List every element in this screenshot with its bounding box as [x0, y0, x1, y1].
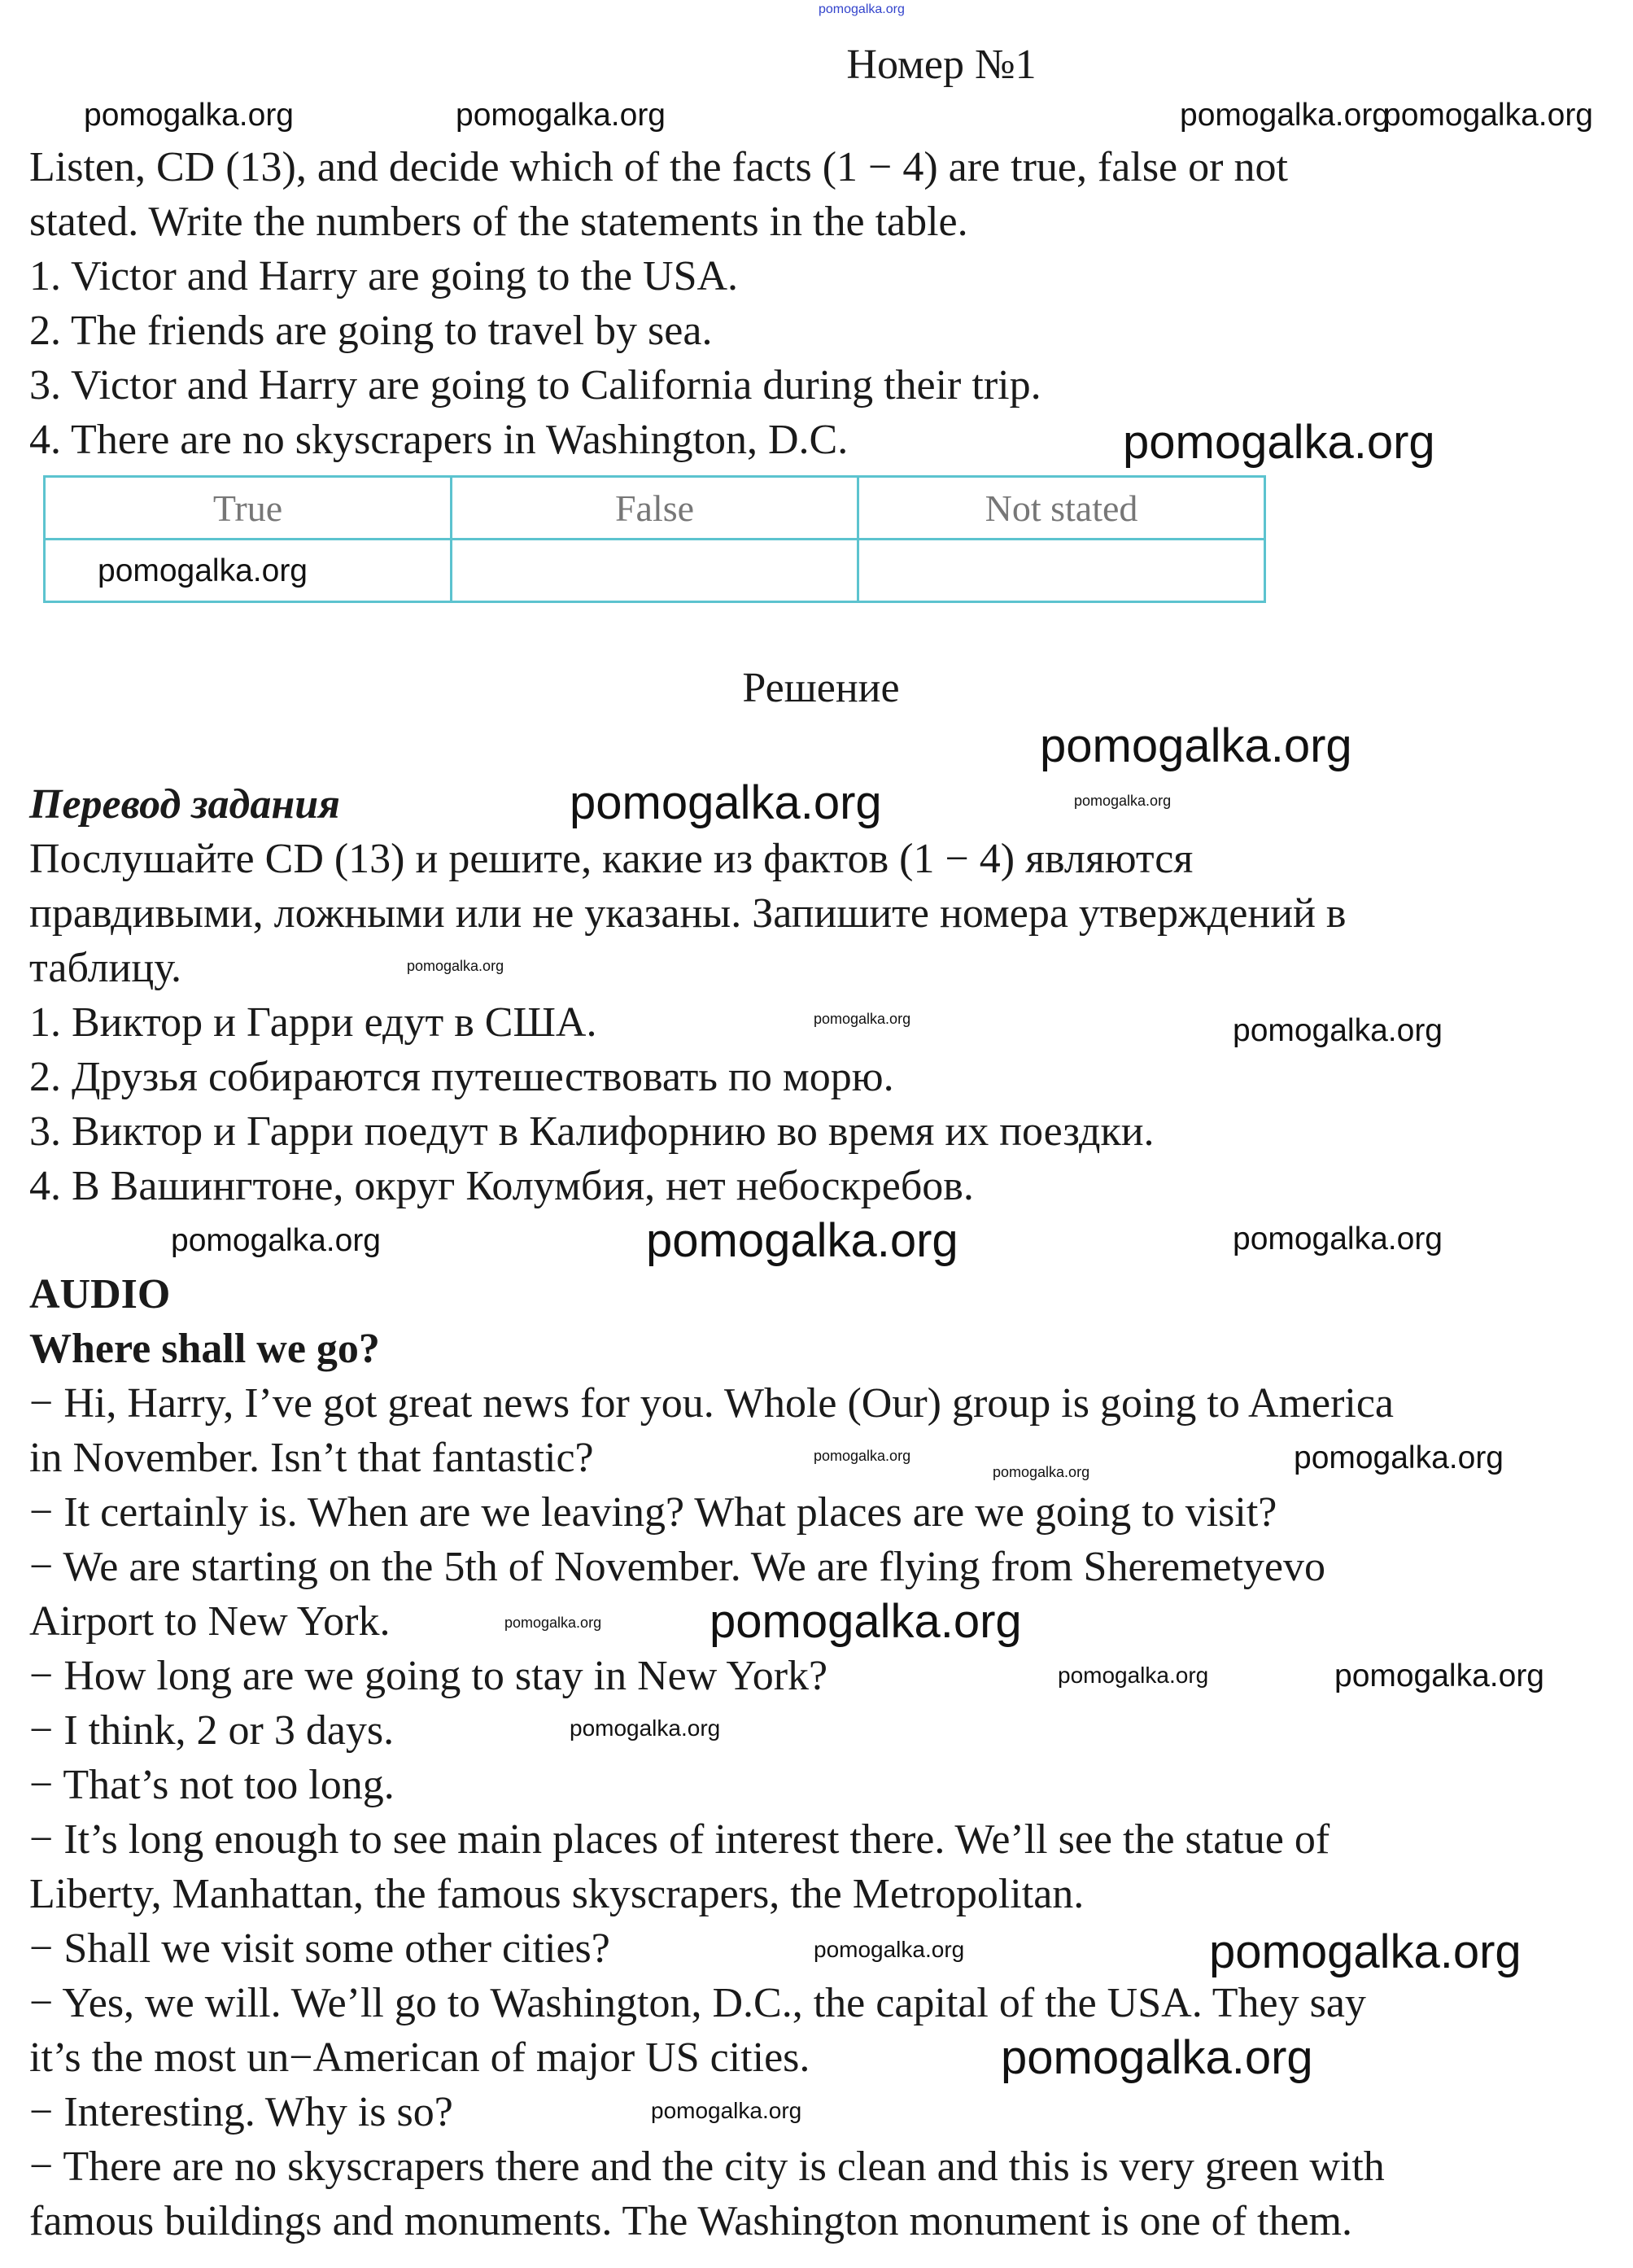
watermark: pomogalka.org [1209, 1925, 1522, 1978]
text-line: Liberty, Manhattan, the famous skyscrapers, the Metropolitan. [29, 1871, 1085, 1917]
watermark: pomogalka.org [570, 776, 882, 829]
watermark: pomogalka.org [819, 2, 905, 16]
text-line: 1. Виктор и Гарри едут в США. [29, 999, 597, 1046]
watermark: pomogalka.org [1074, 793, 1172, 809]
text-line: − That’s not too long. [29, 1762, 395, 1808]
watermark: pomogalka.org [1001, 2031, 1313, 2084]
watermark: pomogalka.org [1180, 98, 1390, 133]
watermark: pomogalka.org [570, 1715, 721, 1741]
watermark: pomogalka.org [98, 553, 308, 588]
text-line: − Hi, Harry, I’ve got great news for you. Whole (Our) group is going to America [29, 1380, 1394, 1427]
watermark: pomogalka.org [1383, 98, 1593, 133]
watermark: pomogalka.org [456, 98, 666, 133]
text-line: 2. Друзья собираются путешествовать по морю. [29, 1054, 894, 1100]
text-line: Послушайте CD (13) и решите, какие из фактов (1 − 4) являются [29, 836, 1194, 882]
watermark: pomogalka.org [504, 1615, 602, 1631]
audio-subheading: Where shall we go? [29, 1326, 380, 1372]
cell-not-stated [858, 540, 1265, 602]
watermark: pomogalka.org [814, 1448, 911, 1464]
watermark: pomogalka.org [814, 1937, 965, 1962]
text-line: in November. Isn’t that fantastic? [29, 1435, 594, 1481]
text-line: − Shall we visit some other cities? [29, 1925, 610, 1972]
header-true: True [45, 477, 452, 540]
watermark: pomogalka.org [407, 958, 504, 974]
watermark: pomogalka.org [1058, 1663, 1209, 1688]
watermark: pomogalka.org [710, 1595, 1022, 1648]
text-line: 1. Victor and Harry are going to the USA. [29, 253, 739, 299]
text-line: правдивыми, ложными или не указаны. Запишите номера утверждений в [29, 890, 1347, 937]
watermark: pomogalka.org [651, 2098, 802, 2123]
text-line: Airport to New York. [29, 1598, 391, 1645]
watermark: pomogalka.org [646, 1214, 958, 1267]
text-line: − Interesting. Why is so? [29, 2089, 453, 2135]
watermark: pomogalka.org [814, 1011, 911, 1027]
translation-heading: Перевод задания [29, 781, 340, 828]
text-line: − How long are we going to stay in New York? [29, 1653, 828, 1699]
page-title: Номер №1 [846, 42, 1037, 88]
watermark: pomogalka.org [171, 1223, 381, 1258]
audio-heading: AUDIO [29, 1271, 171, 1318]
text-line: − We are starting on the 5th of November. We are flying from Sheremetyevo [29, 1544, 1326, 1590]
text-line: Listen, CD (13), and decide which of the facts (1 − 4) are true, false or not [29, 144, 1288, 190]
watermark: pomogalka.org [1294, 1440, 1504, 1475]
header-not-stated: Not stated [858, 477, 1265, 540]
text-line: 4. В Вашингтоне, округ Колумбия, нет небоскребов. [29, 1163, 974, 1209]
text-line: famous buildings and monuments. The Washington monument is one of them. [29, 2198, 1352, 2244]
text-line: 3. Victor and Harry are going to California during their trip. [29, 362, 1041, 409]
watermark: pomogalka.org [1040, 719, 1352, 772]
translation-section [29, 777, 1346, 1213]
solution-title: Решение [742, 665, 900, 711]
header-false: False [452, 477, 858, 540]
watermark: pomogalka.org [993, 1464, 1090, 1480]
text-line: stated. Write the numbers of the statements in the table. [29, 199, 968, 245]
text-line: it’s the most un−American of major US cities. [29, 2034, 810, 2081]
cell-false [452, 540, 858, 602]
task-text [29, 140, 1288, 467]
watermark: pomogalka.org [1123, 416, 1435, 469]
text-line: 4. There are no skyscrapers in Washington, D.C. [29, 417, 849, 463]
watermark: pomogalka.org [1233, 1013, 1443, 1048]
text-line: − Yes, we will. We’ll go to Washington, D.C., the capital of the USA. They say [29, 1980, 1366, 2026]
watermark: pomogalka.org [1233, 1221, 1443, 1256]
table-header-row [45, 477, 1265, 540]
watermark: pomogalka.org [1334, 1658, 1544, 1693]
text-line: − It’s long enough to see main places of interest there. We’ll see the statue of [29, 1816, 1330, 1863]
text-line: 3. Виктор и Гарри поедут в Калифорнию во время их поездки. [29, 1108, 1155, 1155]
watermark: pomogalka.org [84, 98, 294, 133]
text-line: − There are no skyscrapers there and the city is clean and this is very green with [29, 2143, 1385, 2190]
text-line: 2. The friends are going to travel by sea. [29, 308, 713, 354]
text-line: − I think, 2 or 3 days. [29, 1707, 395, 1754]
text-line: таблицу. [29, 945, 182, 991]
text-line: − It certainly is. When are we leaving? What places are we going to visit? [29, 1489, 1277, 1536]
